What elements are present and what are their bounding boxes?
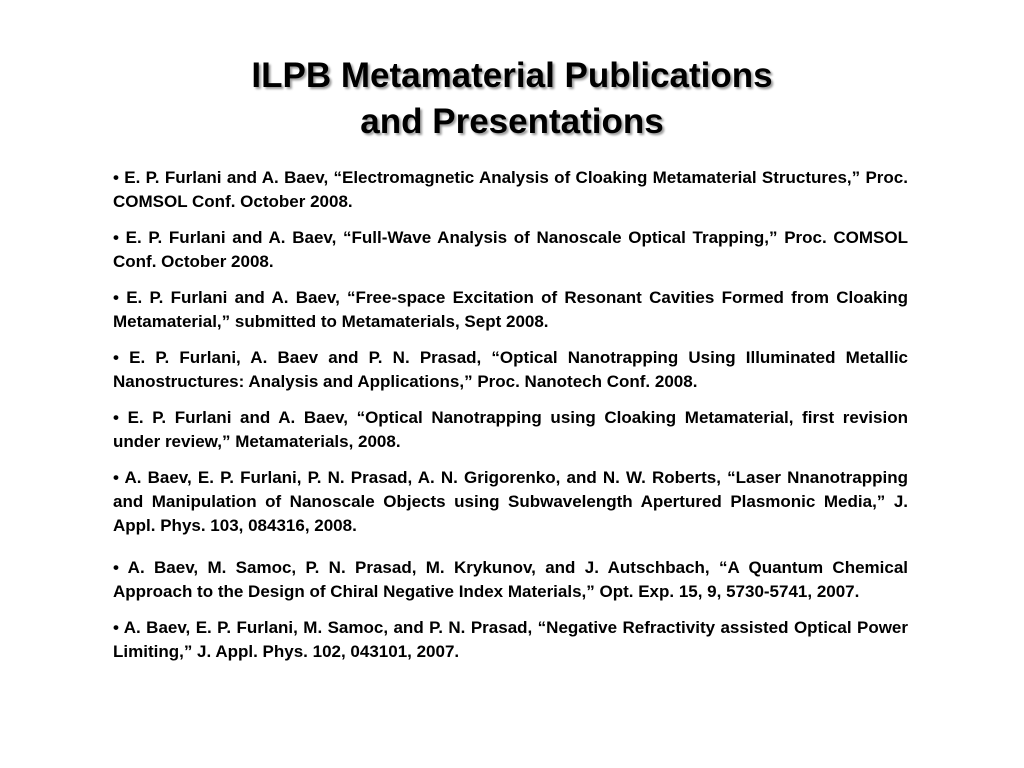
publication-text: A. Baev, E. P. Furlani, P. N. Prasad, A. N. Grigorenko, and N. W. Roberts, “Laser Nnanotrapping and Manipulation of Nanoscale Objects using Subwavelength Apertured Plasmonic Media,” J. Appl. Phys. 103, 084316, 2008.: [113, 468, 908, 535]
publication-text: A. Baev, M. Samoc, P. N. Prasad, M. Krykunov, and J. Autschbach, “A Quantum Chemical Approach to the Design of Chiral Negative Index Materials,” Opt. Exp. 15, 9, 5730-5741, 2007.: [113, 558, 909, 601]
title-line-1: ILPB Metamaterial Publications: [251, 56, 773, 96]
bullet: •: [113, 618, 119, 637]
list-item: [113, 286, 908, 334]
publication-list: [113, 166, 908, 676]
list-item: [113, 616, 908, 664]
bullet: •: [113, 228, 119, 247]
list-item: [113, 226, 908, 274]
bullet: •: [113, 288, 119, 307]
list-item: [113, 166, 908, 214]
publication-text: E. P. Furlani and A. Baev, “Electromagnetic Analysis of Cloaking Metamaterial Structures,” Proc. COMSOL Conf. October 2008.: [113, 168, 908, 211]
bullet: •: [113, 168, 119, 187]
publication-text: E. P. Furlani, A. Baev and P. N. Prasad, “Optical Nanotrapping Using Illuminated Metallic Nanostructures: Analysis and Applications,” Proc. Nanotech Conf. 2008.: [113, 348, 908, 391]
bullet: •: [113, 408, 119, 427]
bullet: •: [113, 468, 119, 487]
title-line-2: and Presentations: [360, 102, 664, 142]
page-title: [0, 53, 1024, 145]
list-item: [113, 466, 908, 538]
bullet: •: [113, 558, 119, 577]
publication-text: E. P. Furlani and A. Baev, “Optical Nanotrapping using Cloaking Metamaterial, first revision under review,” Metamaterials, 2008.: [113, 408, 908, 451]
list-item: [113, 406, 908, 454]
list-item: [113, 346, 908, 394]
publication-text: E. P. Furlani and A. Baev, “Free-space Excitation of Resonant Cavities Formed from Cloaking Metamaterial,” submitted to Metamaterials, Sept 2008.: [113, 288, 908, 331]
bullet: •: [113, 348, 119, 367]
publication-text: E. P. Furlani and A. Baev, “Full-Wave Analysis of Nanoscale Optical Trapping,” Proc. COMSOL Conf. October 2008.: [113, 228, 908, 271]
list-item: [113, 556, 908, 604]
publication-text: A. Baev, E. P. Furlani, M. Samoc, and P. N. Prasad, “Negative Refractivity assisted Optical Power Limiting,” J. Appl. Phys. 102, 043101, 2007.: [113, 618, 908, 661]
